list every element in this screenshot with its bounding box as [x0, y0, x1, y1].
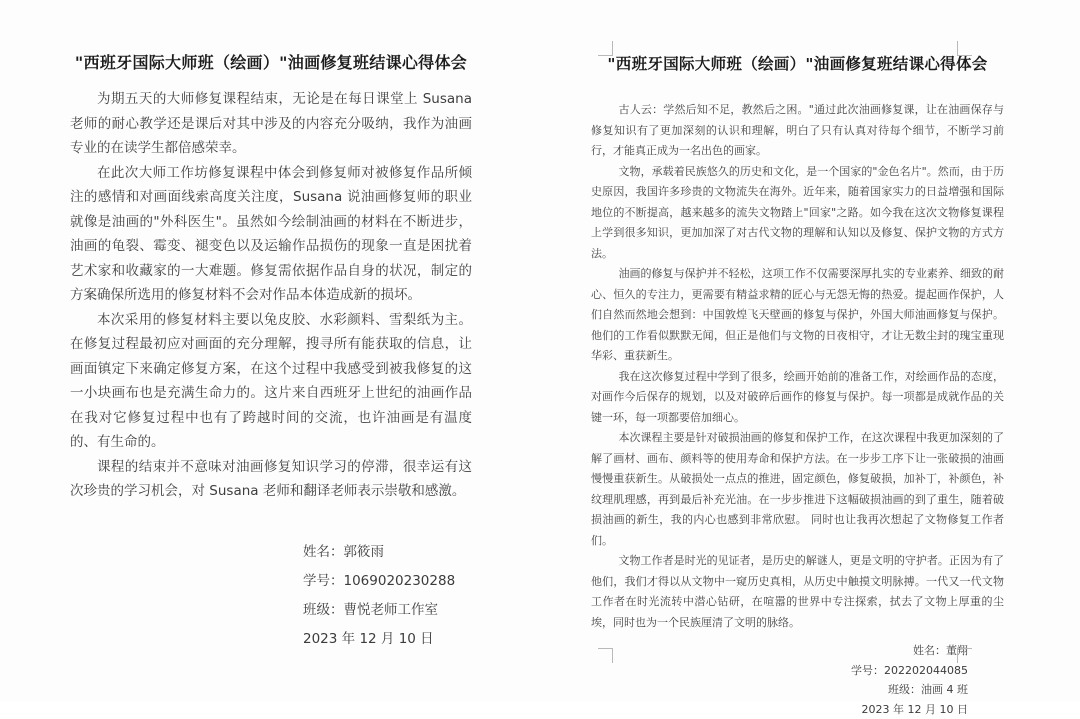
page-title: "西班牙国际大师班（绘画）"油画修复班结课心得体会 — [70, 50, 472, 73]
crop-mark-top-right-icon — [957, 41, 972, 56]
body-paragraph: 油画的修复与保护并不轻松，这项工作不仅需要深厚扎实的专业素养、细致的耐心、恒久的专注力，更需要有精益求精的匠心与无怨无悔的热爱。提起画作保护，人们自然而然地会想到：中国敦煌飞天壁画的修复与保护，外国大师油画修复与保护。他们的工作看似默默无闻，但正是他们与文物的日夜相守，才让无数尘封的瑰宝重现华彩、重获新生。 — [591, 264, 1004, 367]
body-paragraph: 我在这次修复过程中学到了很多，绘画开始前的准备工作，对绘画作品的态度，对画作今后保存的规划，以及对破碎后画作的修复与保护。每一项都是成就作品的关键一环，每一项都要倍加细心。 — [591, 367, 1004, 429]
signature-date: 2023 年 12 月 10 日 — [591, 700, 968, 719]
body-paragraph: 本次课程主要是针对破损油画的修复和保护工作，在这次课程中我更加深刻的了解了画材、画布、颜料等的使用寿命和保护方法。在一步步工序下让一张破损的油画慢慢重获新生。从破损处一点点的推进，固定颜色，修复破损，加补丁，补颜色，补纹理肌理感，再到最后补充光油。在一步步推进下这幅破损油画的到了重生，随着破损油画的新生，我的内心也感到非常欣慰。 同时也让我再次想起了文物修复工作者们。 — [591, 428, 1004, 551]
document-page-right — [591, 52, 1004, 719]
signature-block — [591, 641, 1004, 719]
body-paragraph: 课程的结束并不意味对油画修复知识学习的停滞，很幸运有这次珍贵的学习机会，对 Susana 老师和翻译老师表示崇敬和感激。 — [70, 455, 472, 504]
document-page-left — [70, 50, 472, 654]
signature-name: 姓名：郭筱雨 — [303, 538, 472, 567]
signature-class: 班级：曹悦老师工作室 — [303, 596, 472, 625]
signature-student-id: 学号：202202044085 — [591, 661, 968, 681]
signature-class: 班级：油画 4 班 — [591, 680, 968, 700]
body-paragraph: 在此次大师工作坊修复课程中体会到修复师对被修复作品所倾注的感情和对画面线索高度关注度，Susana 说油画修复师的职业就像是油画的"外科医生"。虽然如今绘制油画的材料在不断进步，油画的龟裂、霉变、褪变色以及运输作品损伤的现象一直是困扰着艺术家和收藏家的一大难题。修复需依据作品自身的状况，制定的方案确保所选用的修复材料不会对作品本体造成新的损坏。 — [70, 161, 472, 308]
crop-mark-bottom-right-icon — [957, 648, 972, 663]
signature-name: 姓名：董翔 — [591, 641, 968, 661]
signature-block — [303, 538, 472, 654]
crop-mark-bottom-left-icon — [598, 648, 613, 663]
body-paragraph: 文物，承载着民族悠久的历史和文化，是一个国家的"金色名片"。然而，由于历史原因，我国许多珍贵的文物流失在海外。近年来，随着国家实力的日益增强和国际地位的不断提高，越来越多的流失文物踏上"回家"之路。如今我在这次文物修复课程上学到很多知识，更加加深了对古代文物的理解和认知以及修复、保护文物的方式方法。 — [591, 162, 1004, 265]
body-paragraph: 文物工作者是时光的见证者，是历史的解谜人，更是文明的守护者。正因为有了他们，我们才得以从文物中一窥历史真相，从历史中触摸文明脉搏。一代又一代文物工作者在时光流转中潜心钻研，在喧嚣的世界中专注探索，拭去了文物上厚重的尘埃，同时也为一个民族厘清了文明的脉络。 — [591, 551, 1004, 633]
body-paragraph: 古人云：学然后知不足，教然后之困。"通过此次油画修复课，让在油画保存与修复知识有了更加深刻的认识和理解，明白了只有认真对待每个细节，不断学习前行，才能真正成为一名出色的画家。 — [591, 100, 1004, 162]
signature-student-id: 学号：1069020230288 — [303, 567, 472, 596]
body-paragraph: 本次采用的修复材料主要以兔皮胶、水彩颜料、雪梨纸为主。在修复过程最初应对画面的充分理解，搜寻所有能获取的信息，让画面镇定下来确定修复方案，在这个过程中我感受到被我修复的这一小块画布也是充满生命力的。这片来自西班牙上世纪的油画作品在我对它修复过程中也有了跨越时间的交流，也许油画是有温度的、有生命的。 — [70, 308, 472, 455]
body-paragraph: 为期五天的大师修复课程结束，无论是在每日课堂上 Susana 老师的耐心教学还是课后对其中涉及的内容充分吸纳，我作为油画专业的在读学生都倍感荣幸。 — [70, 87, 472, 161]
page-title: "西班牙国际大师班（绘画）"油画修复班结课心得体会 — [591, 52, 1004, 74]
signature-date: 2023 年 12 月 10 日 — [303, 625, 472, 654]
crop-mark-top-left-icon — [598, 41, 613, 56]
